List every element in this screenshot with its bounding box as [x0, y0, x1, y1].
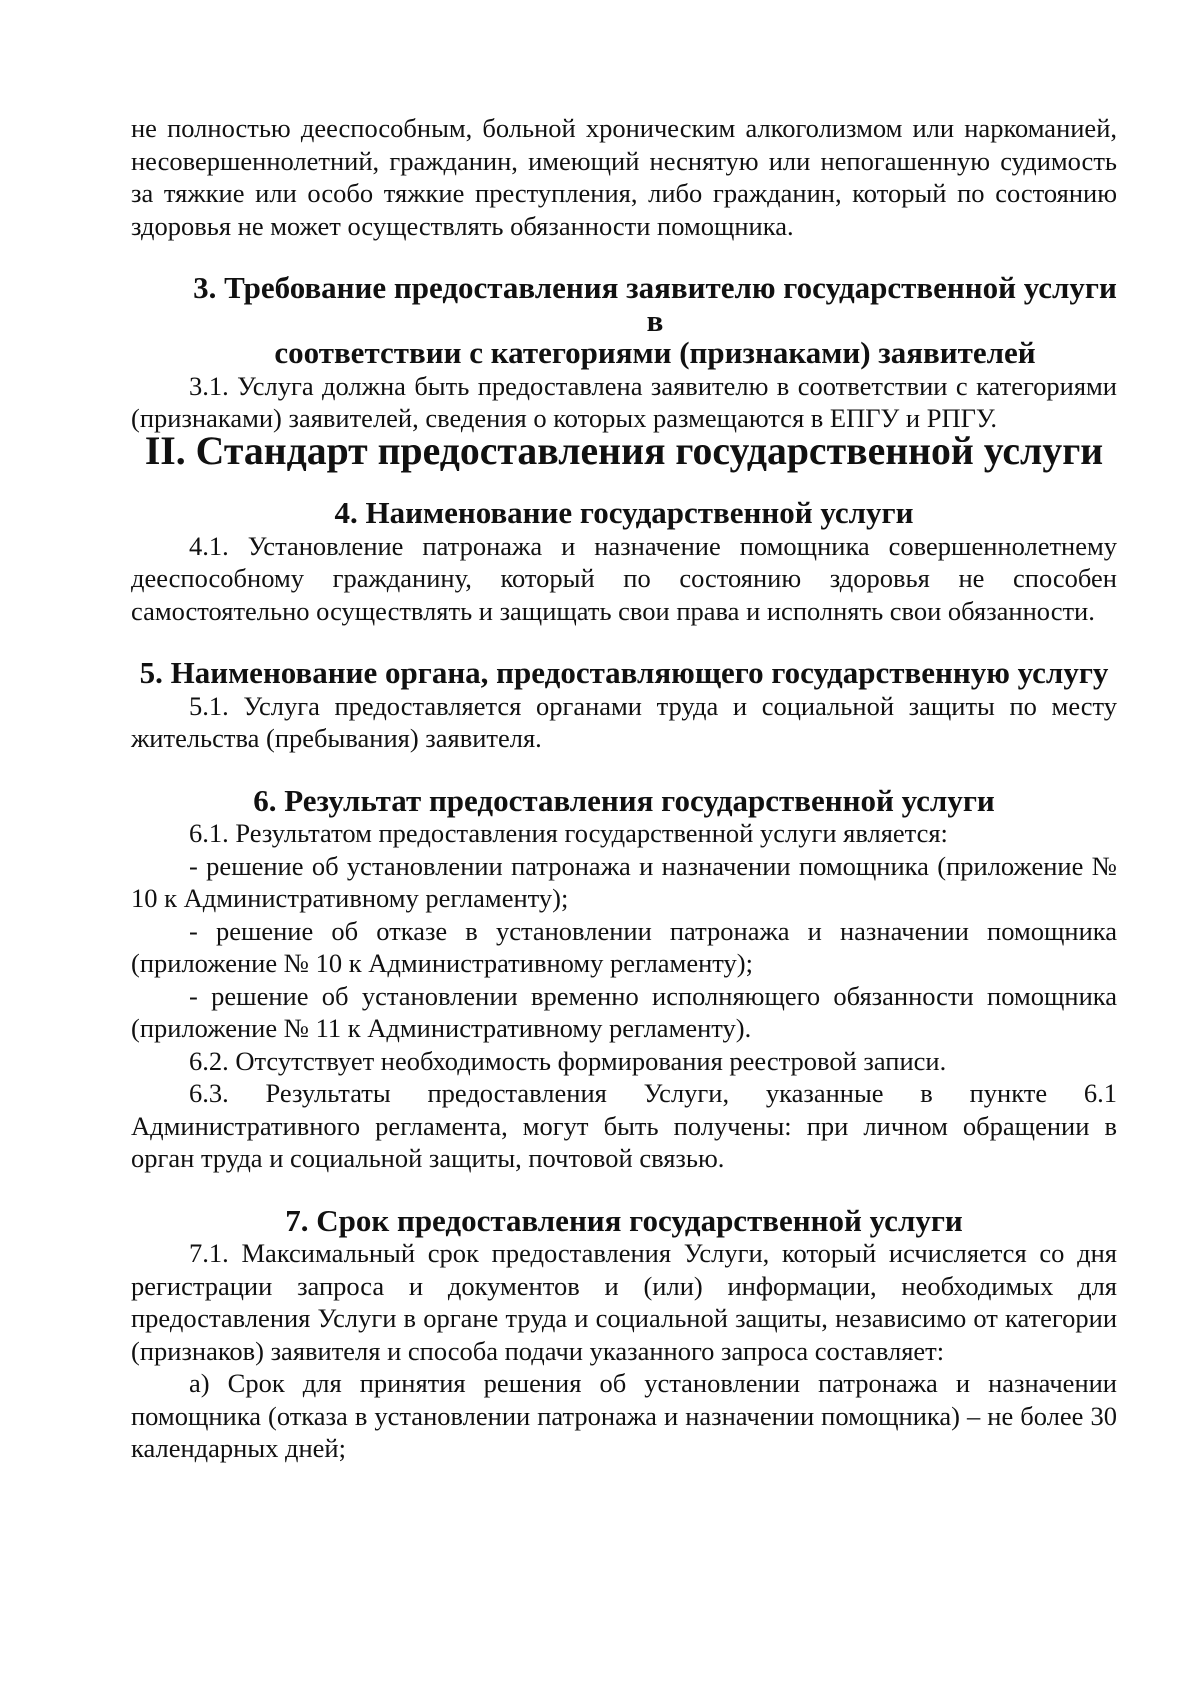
section-7-heading: 7. Срок предоставления государственной услуги [285, 1202, 963, 1238]
section-5-paragraph-1: 5.1. Услуга предоставляется органами труда и социальной защиты по месту жительства (пребывания) заявителя. [131, 690, 1117, 753]
section-6-list-item-1: - решение об установлении патронажа и назначении помощника (приложение № 10 к Административному регламенту); [131, 850, 1117, 913]
section-6-list-item-2: - решение об отказе в установлении патронажа и назначении помощника (приложение № 10 к Административному регламенту); [131, 915, 1117, 978]
continuation-paragraph: не полностью дееспособным, больной хроническим алкоголизмом или наркоманией, несовершеннолетний, гражданин, имеющий неснятую или непогашенную судимость за тяжкие или особо тяжкие преступления, либо гражданин, который по состоянию здоровья не может осуществлять обязанности помощника. [131, 113, 1117, 241]
section-6-paragraph-2: 6.2. Отсутствует необходимость формирования реестровой записи. [189, 1045, 947, 1076]
section-6-heading: 6. Результат предоставления государственной услуги [253, 782, 995, 818]
section-3-heading-line1: 3. Требование предоставления заявителю государственной услуги в [193, 270, 1117, 338]
section-6-paragraph-3: 6.3. Результаты предоставления Услуги, указанные в пункте 6.1 Административного регламента, могут быть получены: при личном обращении в орган труда и социальной защиты, почтовой связью. [131, 1078, 1117, 1173]
spacer [131, 627, 1117, 657]
spacer [131, 242, 1117, 272]
section-7-paragraph-2: а) Срок для принятия решения об установлении патронажа и назначении помощника (отказа в установлении патронажа и назначении помощника) – не более 30 календарных дней; [131, 1368, 1117, 1463]
spacer [131, 1175, 1117, 1205]
section-4-paragraph-1: 4.1. Установление патронажа и назначение помощника совершеннолетнему дееспособному гражданину, который по состоянию здоровья не способен самостоятельно осуществлять и защищать свои права и исполнять свои обязанности. [131, 530, 1117, 626]
section-3-heading-line2: соответствии с категориями (признаками) заявителей [274, 335, 1036, 370]
part-2-heading: II. Стандарт предоставления государственной услуги [144, 428, 1104, 473]
section-3-heading [131, 272, 1117, 370]
section-3-paragraph-1: 3.1. Услуга должна быть предоставлена заявителю в соответствии с категориями (признаками) заявителей, сведения о которых размещаются в ЕПГУ и РПГУ. [131, 370, 1117, 433]
section-6-list-item-3: - решение об установлении временно исполняющего обязанности помощника (приложение № 11 к Административному регламенту). [131, 980, 1117, 1043]
spacer [131, 755, 1117, 785]
document-page [131, 112, 1117, 1465]
section-7-paragraph-1: 7.1. Максимальный срок предоставления Услуги, который исчисляется со дня регистрации запроса и документов и (или) информации, необходимых для предоставления Услуги в органе труда и социальной защиты, независимо от категории (признаков) заявителя и способа подачи указанного запроса составляет: [131, 1238, 1117, 1366]
section-5-heading: 5. Наименование органа, предоставляющего государственную услугу [139, 655, 1109, 690]
section-6-paragraph-1: 6.1. Результатом предоставления государственной услуги является: [189, 818, 948, 848]
section-4-heading: 4. Наименование государственной услуги [334, 495, 914, 530]
